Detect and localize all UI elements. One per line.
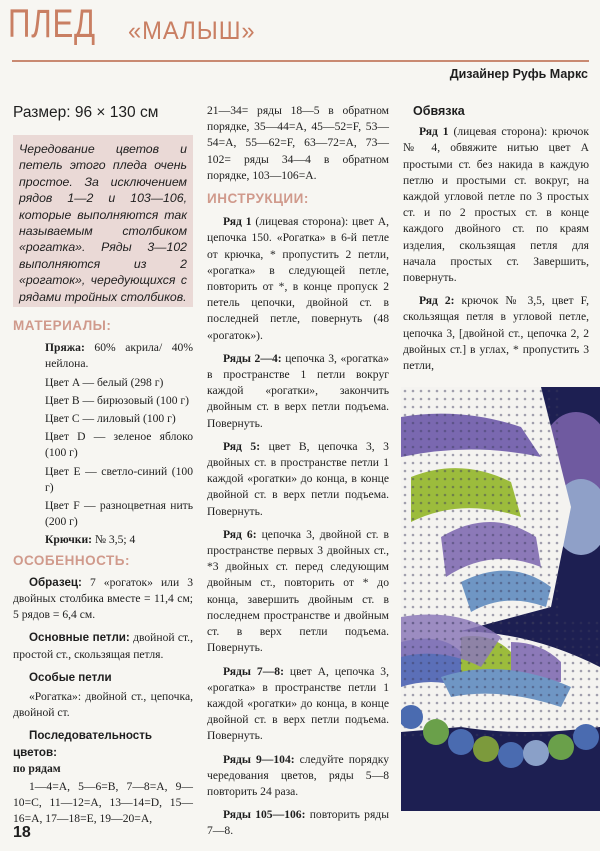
edging-step: Ряд 1 (лицевая сторона): крючок № 4, обвяжите нитью цвет A простыми ст. без накида в каждую петлю и простыми ст. вокруг, на каждой угловой петле по 3 простых ст. и по 2 простых ст. в конце каждого двойного ст. по краям изделия, скользящая петля для начала простых ст. Завершить, повернуть.	[403, 125, 589, 285]
instruction-step: Ряд 6: цепочка 3, двойной ст. в пространстве первых 3 двойных ст., *3 двойных ст. перед следующим двойным ст., повторить от * до конца, завершить двойным ст. в последнем пространстве и двойным ст. в верх петли подъема. Повернуть.	[207, 527, 390, 655]
instructions-heading: ИНСТРУКЦИИ:	[207, 191, 309, 207]
special-stitches-text: «Рогатка»: двойной ст., цепочка, двойной ст.	[13, 690, 193, 720]
color-item: Цвет F — разноцветная нить (200 г)	[45, 499, 193, 529]
blanket-photo	[401, 387, 600, 811]
sequence-part2: 21—34= ряды 18—5 в обратном порядке, 35—44=A, 45—52=F, 53—54=A, 55—62=F, 63—72=A, 73—102= ряды 34—4 в обратном порядке, 103—106=A.	[207, 104, 389, 182]
instruction-step: Ряды 105—106: повторить ряды 7—8.	[207, 808, 389, 838]
color-item: Цвет A — белый (298 г)	[45, 375, 164, 389]
title-main: ПЛЕД	[8, 2, 96, 46]
title-rule	[12, 60, 589, 62]
hooks-item: Крючки: № 3,5; 4	[45, 533, 136, 547]
yarn-item: Пряжа: 60% акрила/ 40% нейлона.	[45, 341, 194, 371]
materials-heading: МАТЕРИАЛЫ:	[13, 318, 112, 333]
note-box	[13, 135, 193, 307]
sequence-part1: 1—4=A, 5—6=B, 7—8=A, 9—10=C, 11—12=A, 13—14=D, 15—16=A, 17—18=E, 19—20=A,	[13, 780, 193, 826]
instruction-step: Ряд 1 (лицевая сторона): цвет A, цепочка 150. «Рогатка» в 6-й петле от крючка, * пропустить 2 петли, «рогатка» в следующей петле, повторить от *, в конце пропуск 2 петель цепочки, двойной ст. в последней петле, повернуть (48 «рогаток»).	[207, 215, 389, 342]
blanket-illustration	[401, 387, 600, 811]
instruction-step: Ряды 7—8: цвет A, цепочка 3, «рогатка» в пространстве петли 1 каждой «рогатки» до конца, в конце двойной ст. в верх петли подъема. Повернуть.	[207, 664, 389, 743]
features-heading: ОСОБЕННОСТЬ:	[13, 552, 130, 568]
special-stitches-heading: Особые петли	[29, 670, 112, 684]
color-item: Цвет B — бирюзовый (100 г)	[45, 393, 190, 407]
color-item: Цвет C — лиловый (100 г)	[45, 412, 176, 426]
basic-stitches-paragraph: Основные петли: двойной ст., простой ст., скользящая петля.	[13, 631, 193, 661]
middle-column	[207, 103, 389, 847]
note-text: Чередование цветов и петель этого пледа очень простое. За исключением рядов 1—2 и 103—106, которые выполняются так называемым столбиком «рогатка». Ряды 3—102 выполняются из 2 «рогаток», чередующихся с рядами тройных столбиков.	[19, 142, 187, 304]
color-item: Цвет E — светло-синий (100 г)	[45, 464, 193, 494]
instruction-step: Ряды 9—104: следуйте порядку чередования цветов, ряды 5—8 повторить 24 раза.	[207, 752, 389, 798]
right-column	[403, 103, 589, 381]
instruction-step: Ряд 5: цвет B, цепочка 3, 3 двойных ст. в пространстве петли 1 каждой «рогатки» до конца, в конце двойной ст. в верх петли подъема. Повернуть.	[207, 439, 389, 518]
size-label: Размер: 96 × 130 см	[13, 104, 159, 121]
left-column	[13, 318, 193, 835]
sequence-sub: по рядам	[13, 761, 61, 775]
instruction-step: Ряды 2—4: цепочка 3, «рогатка» в пространстве 1 петли вокруг каждой «рогатки», закончить двойным ст. в верх петли подъема. Повернуть.	[207, 351, 389, 430]
edging-heading: Обвязка	[413, 104, 465, 118]
materials-list	[13, 340, 193, 548]
gauge-paragraph: Образец: 7 «рогаток» или 3 двойных столбика вместе = 11,4 см; 5 рядов = 6,4 см.	[13, 575, 193, 622]
page-title	[8, 2, 256, 47]
sequence-heading: Последовательность цветов:	[13, 729, 153, 759]
page-number: 18	[13, 824, 31, 841]
designer-credit: Дизайнер Руфь Маркс	[449, 67, 588, 81]
color-item: Цвет D — зеленое яблоко (100 г)	[45, 430, 193, 460]
edging-step: Ряд 2: крючок № 3,5, цвет F, скользящая петля в угловой петле, цепочка 3, [двойной ст., цепочка 2, 2 двойных ст.] в углах, * пропустить 3 петли,	[403, 294, 589, 373]
title-sub: «МАЛЫШ»	[128, 17, 256, 45]
